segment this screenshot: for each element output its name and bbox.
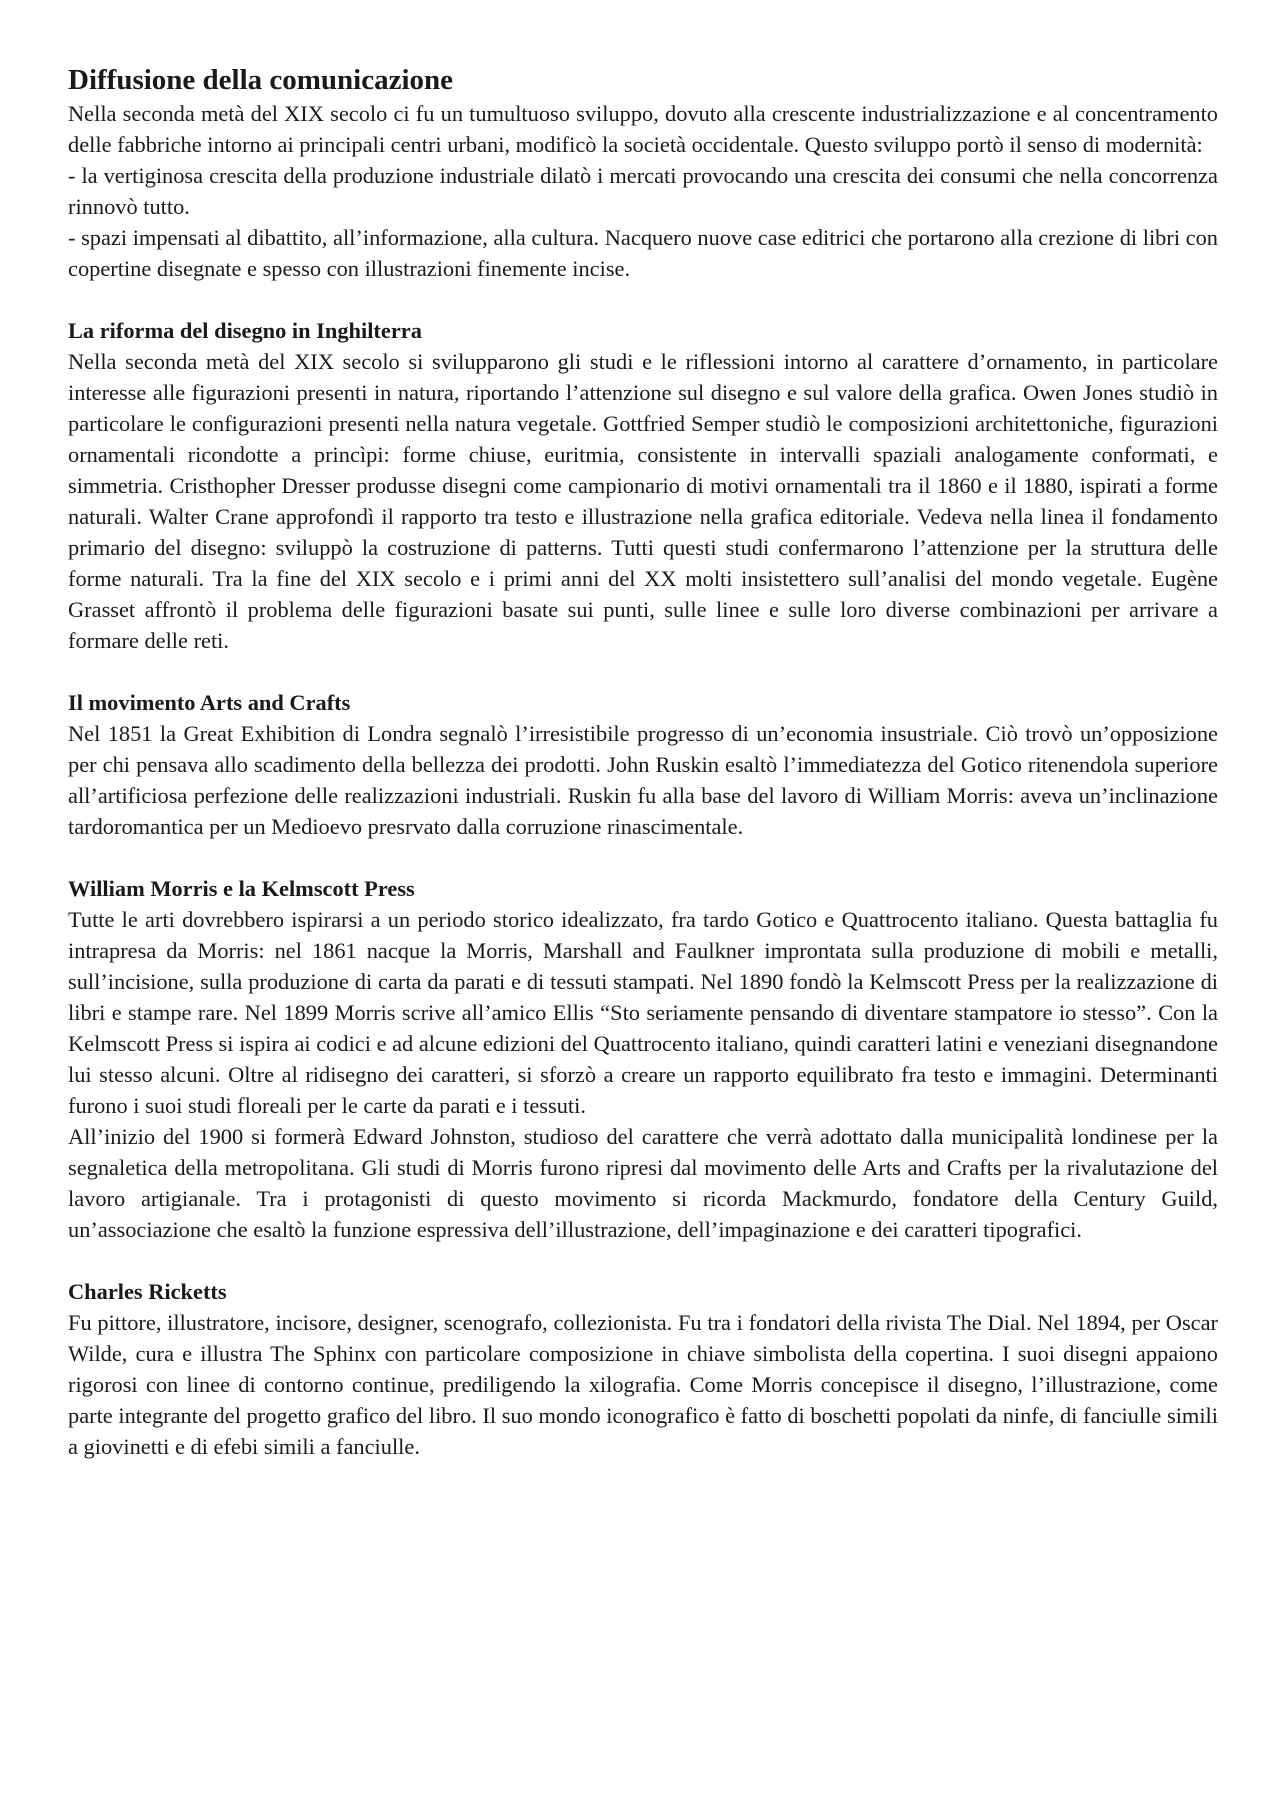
section-heading: Il movimento Arts and Crafts <box>68 690 351 715</box>
section-arts-and-crafts <box>68 687 1218 842</box>
section-riforma-disegno <box>68 315 1218 656</box>
intro-paragraph-2: - la vertiginosa crescita della produzione industriale dilatò i mercati provocando una crescita dei consumi che nella concorrenza rinnovò tutto. <box>68 163 1218 219</box>
intro-paragraph-1: Nella seconda metà del XIX secolo ci fu un tumultuoso sviluppo, dovuto alla crescente industrializzazione e al concentramento delle fabbriche intorno ai principali centri urbani, modificò la società occidentale. Questo sviluppo portò il senso di modernità: <box>68 101 1218 157</box>
section-intro <box>68 98 1218 284</box>
section-paragraph: Nella seconda metà del XIX secolo si svilupparono gli studi e le riflessioni intorno al carattere d’ornamento, in particolare interesse alle figurazioni presenti in natura, riportando l’attenzione sul disegno e sul valore della grafica. Owen Jones studiò in particolare le configurazioni presenti nella natura vegetale. Gottfried Semper studiò le composizioni architettoniche, figurazioni ornamentali ricondotte a princìpi: forme chiuse, euritmia, consistente in intervalli spaziali analogamente conformati, e simmetria. Cristhopher Dresser produsse disegni come campionario di motivi ornamentali tra il 1860 e il 1880, ispirati a forme naturali. Walter Crane approfondì il rapporto tra testo e illustrazione nella grafica editoriale. Vedeva nella linea il fondamento primario del disegno: sviluppò la costruzione di patterns. Tutti questi studi confermarono l’attenzione per la struttura delle forme naturali. Tra la fine del XIX secolo e i primi anni del XX molti insistettero sull’analisi del mondo vegetale. Eugène Grasset affrontò il problema delle figurazioni basate sui punti, sulle linee e sulle loro diverse combinazioni per arrivare a formare delle reti. <box>68 349 1218 653</box>
section-paragraph: Tutte le arti dovrebbero ispirarsi a un periodo storico idealizzato, fra tardo Gotico e Quattrocento italiano. Questa battaglia fu intrapresa da Morris: nel 1861 nacque la Morris, Marshall and Faulkner improntata sulla produzione di mobili e metalli, sull’incisione, sulla produzione di carta da parati e di tessuti stampati. Nel 1890 fondò la Kelmscott Press per la realizzazione di libri e stampe rare. Nel 1899 Morris scrive all’amico Ellis “Sto seriamente pensando di diventare stampatore io stesso”. Con la Kelmscott Press si ispira ai codici e ad alcune edizioni del Quattrocento italiano, quindi caratteri latini e veneziani disegnandone lui stesso alcuni. Oltre al ridisegno dei caratteri, si sforzò a creare un rapporto equilibrato fra testo e immagini. Determinanti furono i suoi studi floreali per le carte da parati e i tessuti. <box>68 907 1218 1118</box>
section-heading: William Morris e la Kelmscott Press <box>68 876 415 901</box>
section-heading: La riforma del disegno in Inghilterra <box>68 318 422 343</box>
section-paragraph: Fu pittore, illustratore, incisore, designer, scenografo, collezionista. Fu tra i fondatori della rivista The Dial. Nel 1894, per Oscar Wilde, cura e illustra The Sphinx con particolare composizione in chiave simbolista della copertina. I suoi disegni appaiono rigorosi con linee di contorno continue, prediligendo la xilografia. Come Morris concepisce il disegno, l’illustrazione, come parte integrante del progetto grafico del libro. Il suo mondo iconografico è fatto di boschetti popolati da ninfe, di fanciulle simili a giovinetti e di efebi simili a fanciulle. <box>68 1310 1218 1459</box>
page-title: Diffusione della comunicazione <box>68 64 454 96</box>
intro-paragraph-3: - spazi impensati al dibattito, all’informazione, alla cultura. Nacquero nuove case editrici che portarono alla crezione di libri con copertine disegnate e spesso con illustrazioni finemente incise. <box>68 225 1218 281</box>
section-paragraph: Nel 1851 la Great Exhibition di Londra segnalò l’irresistibile progresso di un’economia insustriale. Ciò trovò un’opposizione per chi pensava allo scadimento della bellezza dei prodotti. John Ruskin esaltò l’immediatezza del Gotico ritenendola superiore all’artificiosa perfezione delle realizzazioni industriali. Ruskin fu alla base del lavoro di William Morris: aveva un’inclinazione tardoromantica per un Medioevo presrvato dalla corruzione rinascimentale. <box>68 721 1218 839</box>
document-page <box>68 62 1218 1493</box>
section-charles-ricketts <box>68 1276 1218 1462</box>
section-heading: Charles Ricketts <box>68 1279 227 1304</box>
section-william-morris <box>68 873 1218 1245</box>
section-paragraph: All’inizio del 1900 si formerà Edward Johnston, studioso del carattere che verrà adottato dalla municipalità londinese per la segnaletica della metropolitana. Gli studi di Morris furono ripresi dal movimento delle Arts and Crafts per la rivalutazione del lavoro artigianale. Tra i protagonisti di questo movimento si ricorda Mackmurdo, fondatore della Century Guild, un’associazione che esaltò la funzione espressiva dell’illustrazione, dell’impaginazione e dei caratteri tipografici. <box>68 1124 1218 1242</box>
